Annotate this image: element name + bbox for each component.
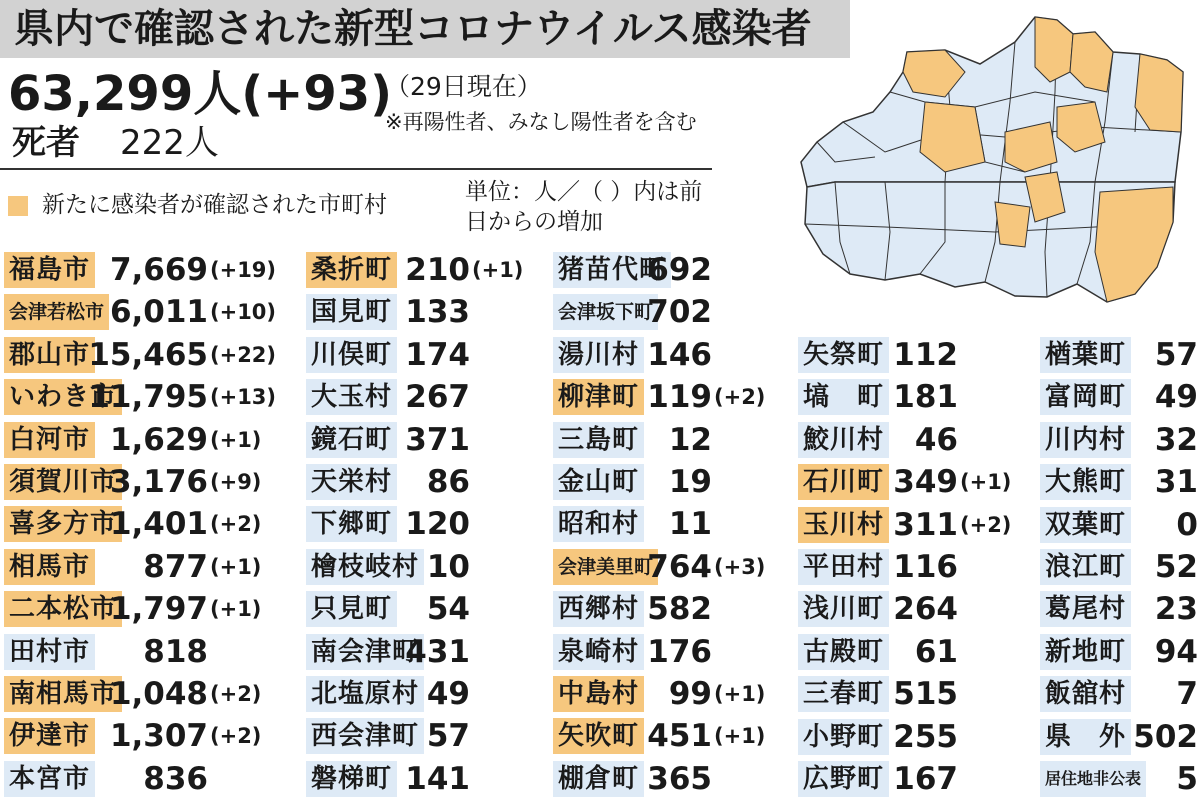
total-cases: 63,299人(+93) <box>8 66 393 122</box>
case-count: 267 <box>405 379 470 415</box>
prefecture-map <box>795 12 1190 312</box>
municipality-name: 三島町 <box>553 422 644 458</box>
deaths-value: 222人 <box>120 123 219 163</box>
case-count: 176 <box>647 634 712 670</box>
table-row <box>1040 507 1198 543</box>
table-row <box>306 761 470 797</box>
municipality-name: 県 外 <box>1040 719 1131 755</box>
case-count: 146 <box>647 337 712 373</box>
table-row <box>798 464 1012 500</box>
case-count: 49 <box>426 676 470 712</box>
municipality-name: 南会津町 <box>306 634 424 670</box>
table-row <box>798 549 958 585</box>
table-row <box>4 676 262 712</box>
case-count: 12 <box>668 422 712 458</box>
table-row <box>798 591 958 627</box>
table-row <box>306 718 470 754</box>
table-row <box>4 252 277 288</box>
municipality-name: 大熊町 <box>1040 464 1131 500</box>
table-row <box>1040 591 1198 627</box>
municipality-name: 金山町 <box>553 464 644 500</box>
table-row <box>798 676 958 712</box>
daily-increase: (+1) <box>210 428 262 452</box>
table-row <box>1040 464 1198 500</box>
table-row <box>553 337 712 373</box>
case-count: 141 <box>405 761 470 797</box>
table-row <box>306 422 470 458</box>
municipality-name: 会津坂下町 <box>553 294 658 330</box>
case-count: 7,669 <box>109 252 208 288</box>
municipality-name: 西会津町 <box>306 718 424 754</box>
case-count: 57 <box>426 718 470 754</box>
municipality-name: 二本松市 <box>4 591 122 627</box>
municipality-name: 飯舘村 <box>1040 676 1131 712</box>
municipality-name: 北塩原村 <box>306 676 424 712</box>
table-row <box>4 422 262 458</box>
unit-note: 単位：人／（ ）内は前日からの増加 <box>465 179 703 235</box>
table-row <box>4 337 277 373</box>
municipality-name: 三春町 <box>798 676 889 712</box>
municipality-name: 玉川村 <box>798 507 889 543</box>
table-row <box>798 337 958 373</box>
table-row <box>553 761 712 797</box>
daily-increase: (+2) <box>210 724 262 748</box>
table-row <box>1040 549 1198 585</box>
table-row <box>306 634 470 670</box>
municipality-name: 天栄村 <box>306 464 397 500</box>
case-count: 255 <box>893 719 958 755</box>
municipality-name: 柳津町 <box>553 379 644 415</box>
page-title: 県内で確認された新型コロナウイルス感染者 <box>14 6 812 52</box>
daily-increase: (+1) <box>714 724 766 748</box>
table-row <box>4 294 277 330</box>
case-count: 167 <box>893 761 958 797</box>
municipality-name: 楢葉町 <box>1040 337 1131 373</box>
case-count: 1,307 <box>109 718 208 754</box>
table-row <box>306 337 470 373</box>
map-region-north <box>801 17 1183 187</box>
case-count: 1,048 <box>109 676 208 712</box>
case-count: 57 <box>1154 337 1198 373</box>
municipality-name: 下郷町 <box>306 506 397 542</box>
deaths-label: 死者 <box>12 123 80 163</box>
municipality-name: 鮫川村 <box>798 422 889 458</box>
table-row <box>306 591 470 627</box>
municipality-name: 大玉村 <box>306 379 397 415</box>
municipality-name: 棚倉町 <box>553 761 644 797</box>
case-count: 692 <box>647 252 712 288</box>
case-count: 49 <box>1154 379 1198 415</box>
case-count: 371 <box>405 422 470 458</box>
case-count: 702 <box>647 294 712 330</box>
municipality-name: 葛尾村 <box>1040 591 1131 627</box>
table-row <box>553 549 766 585</box>
municipality-name: 矢祭町 <box>798 337 889 373</box>
municipality-name: 川内村 <box>1040 422 1131 458</box>
case-count: 10 <box>426 549 470 585</box>
case-count: 32 <box>1154 422 1198 458</box>
table-row <box>1040 337 1198 373</box>
case-count: 431 <box>405 634 470 670</box>
daily-increase: (+9) <box>210 470 262 494</box>
table-row <box>306 676 470 712</box>
table-row <box>798 634 958 670</box>
footnote: ※再陽性者、みなし陽性者を含む <box>385 110 697 134</box>
case-count: 119 <box>647 379 712 415</box>
table-row <box>4 506 262 542</box>
table-row <box>798 379 958 415</box>
title-bar <box>0 0 850 58</box>
table-row <box>553 294 712 330</box>
case-count: 174 <box>405 337 470 373</box>
table-row <box>553 634 712 670</box>
case-count: 61 <box>914 634 958 670</box>
case-count: 818 <box>143 634 208 670</box>
case-count: 99 <box>668 676 712 712</box>
case-count: 210 <box>405 252 470 288</box>
table-row <box>4 718 262 754</box>
case-count: 52 <box>1154 549 1198 585</box>
case-count: 264 <box>893 591 958 627</box>
legend-text: 新たに感染者が確認された市町村 <box>42 192 387 218</box>
municipality-name: 田村市 <box>4 634 95 670</box>
case-count: 877 <box>143 549 208 585</box>
legend-swatch <box>8 196 28 216</box>
municipality-name: 福島市 <box>4 252 95 288</box>
daily-increase: (+3) <box>714 555 766 579</box>
case-count: 582 <box>647 591 712 627</box>
case-count: 94 <box>1154 634 1198 670</box>
municipality-name: 浅川町 <box>798 591 889 627</box>
municipality-name: 新地町 <box>1040 634 1131 670</box>
table-row <box>4 464 262 500</box>
case-count: 502 <box>1133 719 1198 755</box>
municipality-name: 古殿町 <box>798 634 889 670</box>
municipality-name: 郡山市 <box>4 337 95 373</box>
municipality-name: 双葉町 <box>1040 507 1131 543</box>
table-row <box>798 719 958 755</box>
daily-increase: (+1) <box>960 470 1012 494</box>
municipality-name: 南相馬市 <box>4 676 122 712</box>
municipality-name: 昭和村 <box>553 506 644 542</box>
municipality-name: 矢吹町 <box>553 718 644 754</box>
table-row <box>1040 379 1198 415</box>
table-row <box>306 506 470 542</box>
case-count: 349 <box>893 464 958 500</box>
municipality-name: 檜枝岐村 <box>306 549 424 585</box>
table-row <box>4 549 262 585</box>
case-count: 3,176 <box>109 464 208 500</box>
case-count: 311 <box>893 507 958 543</box>
table-row <box>4 591 262 627</box>
case-count: 11,795 <box>88 379 208 415</box>
municipality-name: 桑折町 <box>306 252 397 288</box>
case-count: 86 <box>426 464 470 500</box>
table-row <box>553 676 766 712</box>
case-count: 515 <box>893 676 958 712</box>
table-row <box>306 549 470 585</box>
daily-increase: (+2) <box>210 512 262 536</box>
divider <box>0 168 712 170</box>
municipality-name: いわき市 <box>4 379 122 415</box>
table-row <box>1040 761 1198 797</box>
case-count: 5 <box>1176 761 1198 797</box>
municipality-name: 泉崎村 <box>553 634 644 670</box>
table-row <box>553 591 712 627</box>
municipality-name: 只見町 <box>306 591 397 627</box>
table-row <box>4 634 208 670</box>
table-row <box>798 761 958 797</box>
daily-increase: (+1) <box>472 258 524 282</box>
table-row <box>306 379 470 415</box>
case-count: 15,465 <box>88 337 208 373</box>
case-count: 31 <box>1154 464 1198 500</box>
municipality-name: 会津美里町 <box>553 549 658 585</box>
case-count: 451 <box>647 718 712 754</box>
table-row <box>1040 422 1198 458</box>
case-count: 0 <box>1176 507 1198 543</box>
municipality-name: 居住地非公表 <box>1040 761 1146 797</box>
case-count: 23 <box>1154 591 1198 627</box>
municipality-name: 鏡石町 <box>306 422 397 458</box>
municipality-name: 須賀川市 <box>4 464 122 500</box>
daily-increase: (+2) <box>960 513 1012 537</box>
case-count: 7 <box>1176 676 1198 712</box>
case-count: 116 <box>893 549 958 585</box>
municipality-name: 広野町 <box>798 761 889 797</box>
case-count: 365 <box>647 761 712 797</box>
daily-increase: (+1) <box>210 555 262 579</box>
table-row <box>4 761 208 797</box>
table-row <box>1040 719 1198 755</box>
case-count: 120 <box>405 506 470 542</box>
municipality-name: 富岡町 <box>1040 379 1131 415</box>
municipality-name: 平田村 <box>798 549 889 585</box>
table-row <box>553 464 712 500</box>
case-count: 181 <box>893 379 958 415</box>
municipality-name: 喜多方市 <box>4 506 122 542</box>
municipality-name: 浪江町 <box>1040 549 1131 585</box>
table-row <box>4 379 277 415</box>
daily-increase: (+22) <box>210 343 277 367</box>
daily-increase: (+2) <box>714 385 766 409</box>
municipality-name: 磐梯町 <box>306 761 397 797</box>
table-row <box>798 507 1012 543</box>
case-count: 11 <box>668 506 712 542</box>
table-row <box>553 422 712 458</box>
case-count: 1,401 <box>109 506 208 542</box>
case-count: 112 <box>893 337 958 373</box>
municipality-name: 西郷村 <box>553 591 644 627</box>
table-row <box>553 506 712 542</box>
municipality-name: 伊達市 <box>4 718 95 754</box>
municipality-name: 川俣町 <box>306 337 397 373</box>
table-row <box>553 718 766 754</box>
table-row <box>306 464 470 500</box>
municipality-name: 相馬市 <box>4 549 95 585</box>
municipality-name: 白河市 <box>4 422 95 458</box>
case-count: 1,629 <box>109 422 208 458</box>
municipality-name: 猪苗代町 <box>553 252 671 288</box>
as-of-date: （29日現在） <box>385 72 542 101</box>
table-row <box>1040 676 1198 712</box>
table-row <box>306 252 524 288</box>
municipality-name: 本宮市 <box>4 761 95 797</box>
municipality-name: 中島村 <box>553 676 644 712</box>
table-row <box>798 422 958 458</box>
daily-increase: (+19) <box>210 258 277 282</box>
municipality-name: 石川町 <box>798 464 889 500</box>
table-row <box>553 379 766 415</box>
municipality-name: 塙 町 <box>798 379 889 415</box>
case-count: 133 <box>405 294 470 330</box>
case-count: 19 <box>668 464 712 500</box>
daily-increase: (+1) <box>714 682 766 706</box>
municipality-name: 会津若松市 <box>4 294 109 330</box>
table-row <box>1040 634 1198 670</box>
case-count: 6,011 <box>109 294 208 330</box>
municipality-name: 湯川村 <box>553 337 644 373</box>
case-count: 46 <box>914 422 958 458</box>
case-count: 764 <box>647 549 712 585</box>
daily-increase: (+10) <box>210 300 277 324</box>
table-row <box>306 294 470 330</box>
case-count: 54 <box>426 591 470 627</box>
table-row <box>553 252 712 288</box>
daily-increase: (+2) <box>210 682 262 706</box>
municipality-name: 国見町 <box>306 294 397 330</box>
case-count: 836 <box>143 761 208 797</box>
municipality-name: 小野町 <box>798 719 889 755</box>
case-count: 1,797 <box>109 591 208 627</box>
daily-increase: (+1) <box>210 597 262 621</box>
daily-increase: (+13) <box>210 385 277 409</box>
